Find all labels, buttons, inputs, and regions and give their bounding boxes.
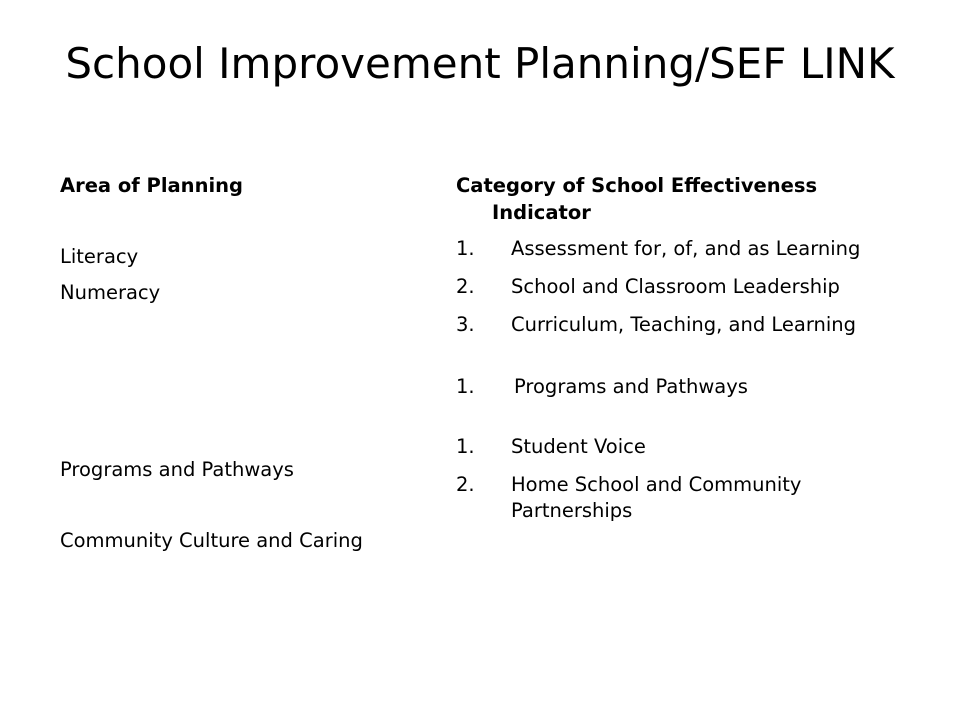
planning-area-programs-pathways: Programs and Pathways	[60, 458, 294, 481]
list-item	[456, 434, 896, 460]
list-number: 1.	[456, 237, 475, 260]
indicator-group-pathways	[456, 374, 896, 400]
list-item	[456, 374, 896, 400]
indicator-group-instruction	[456, 236, 896, 338]
area-of-planning-column	[60, 172, 440, 552]
effectiveness-indicator-heading: Category of School Effectiveness Indicator	[456, 174, 818, 224]
effectiveness-indicator-column	[456, 172, 896, 524]
list-item-text: School and Classroom Leadership	[511, 275, 840, 298]
indicator-group-community	[456, 434, 896, 524]
list-number: 1.	[456, 375, 475, 398]
slide-title: School Improvement Planning/SEF LINK	[65, 39, 895, 88]
list-item	[456, 236, 896, 262]
list-item-text: Programs and Pathways	[514, 375, 748, 398]
list-item-text: Assessment for, of, and as Learning	[511, 237, 861, 260]
list-item-text: Student Voice	[511, 435, 646, 458]
list-item-text: Home School and Community Partnerships	[511, 473, 802, 522]
list-item-text: Curriculum, Teaching, and Learning	[511, 313, 857, 336]
list-item	[456, 312, 896, 338]
list-number: 3.	[456, 313, 475, 336]
area-of-planning-heading: Area of Planning	[60, 174, 243, 197]
planning-area-community-culture: Community Culture and Caring	[60, 529, 363, 552]
list-number: 1.	[456, 435, 475, 458]
planning-area-numeracy: Numeracy	[60, 281, 161, 304]
list-item	[456, 472, 896, 524]
planning-area-literacy: Literacy	[60, 245, 139, 268]
list-number: 2.	[456, 275, 475, 298]
list-number: 2.	[456, 473, 475, 496]
list-item	[456, 274, 896, 300]
